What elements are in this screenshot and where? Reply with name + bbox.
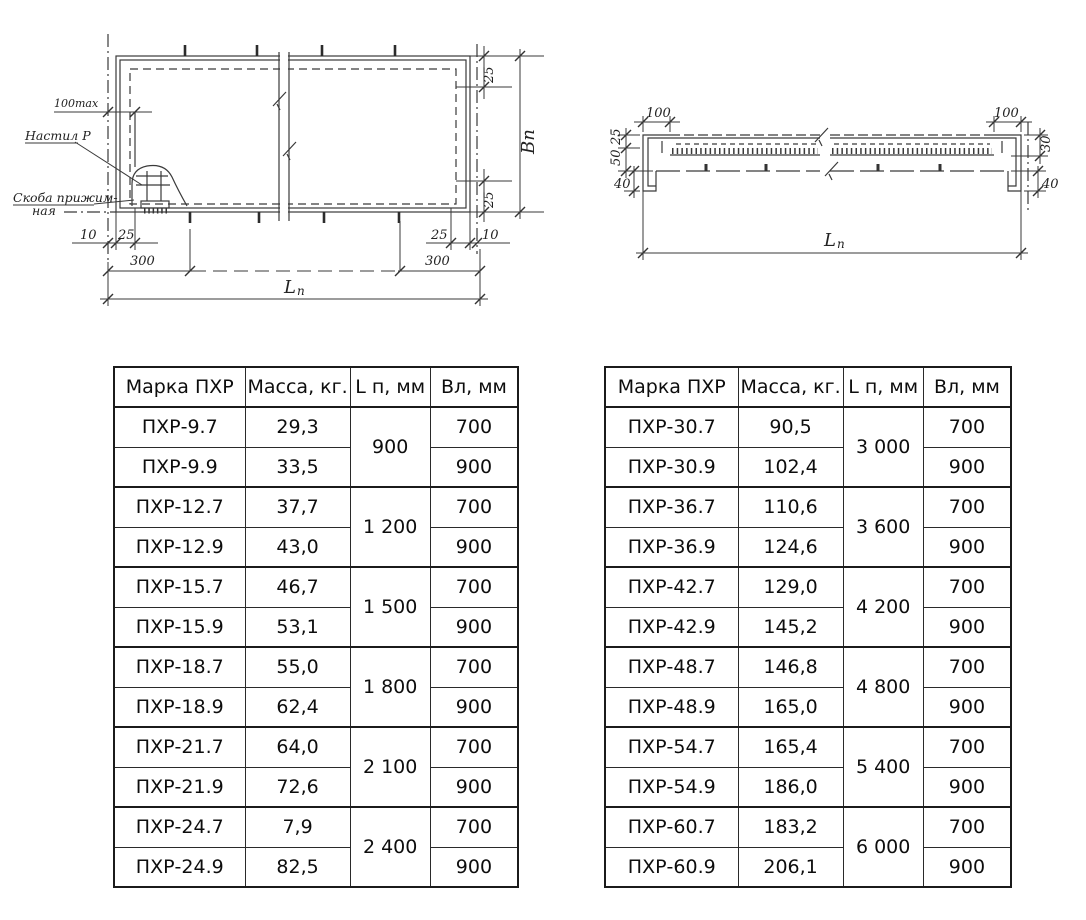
clamp-detail — [132, 112, 187, 211]
width-cell: 700 — [923, 647, 1011, 687]
mass-cell: 33,5 — [245, 447, 350, 487]
length-cell: 4 800 — [843, 647, 923, 727]
mark-cell: ПХР-30.7 — [605, 407, 738, 447]
mass-cell: 165,4 — [738, 727, 843, 767]
dim-bottom-small — [72, 208, 510, 250]
mark-cell: ПХР-12.9 — [114, 527, 245, 567]
width-cell: 900 — [430, 847, 518, 887]
mark-cell: ПХР-15.7 — [114, 567, 245, 607]
dim-label: 10 — [80, 228, 97, 243]
table-row — [605, 687, 1011, 727]
break-lines — [273, 49, 296, 221]
dim-label: 100max — [54, 97, 99, 110]
mark-cell: ПХР-48.9 — [605, 687, 738, 727]
table-row — [114, 487, 518, 527]
width-cell: 700 — [923, 807, 1011, 847]
col-header-mass: Масса, кг. — [245, 367, 350, 407]
width-cell: 700 — [923, 567, 1011, 607]
dim-left-side — [609, 106, 680, 198]
mark-cell: ПХР-9.7 — [114, 407, 245, 447]
width-cell: 900 — [923, 607, 1011, 647]
dim-label: 10 — [482, 228, 499, 243]
length-cell: 900 — [350, 407, 430, 487]
mark-cell: ПХР-42.7 — [605, 567, 738, 607]
mass-cell: 102,4 — [738, 447, 843, 487]
table-row — [605, 847, 1011, 887]
mark-cell: ПХР-60.9 — [605, 847, 738, 887]
edge-ticks — [185, 45, 399, 223]
table-row — [114, 767, 518, 807]
mass-cell: 124,6 — [738, 527, 843, 567]
table-row — [114, 807, 518, 847]
table-row — [114, 727, 518, 767]
deck-band — [670, 128, 994, 180]
dim-label: 50 — [609, 149, 624, 166]
dim-100max — [54, 97, 152, 117]
mark-cell: ПХР-18.7 — [114, 647, 245, 687]
width-cell: 700 — [430, 487, 518, 527]
dim-label: 40 — [614, 177, 631, 192]
col-header-mark: Марка ПХР — [114, 367, 245, 407]
width-cell: 900 — [923, 847, 1011, 887]
dim-label: 25 — [431, 228, 448, 243]
mark-cell: ПХР-60.7 — [605, 807, 738, 847]
plan-view-drawing — [12, 4, 567, 322]
mass-cell: 206,1 — [738, 847, 843, 887]
dim-label: L — [824, 230, 836, 251]
table-row — [114, 607, 518, 647]
mass-cell: 82,5 — [245, 847, 350, 887]
mass-cell: 64,0 — [245, 727, 350, 767]
table-row — [605, 767, 1011, 807]
dim-label: Вп — [518, 129, 539, 154]
section-view-drawing — [596, 74, 1086, 294]
mass-cell: 183,2 — [738, 807, 843, 847]
table-row — [605, 447, 1011, 487]
width-cell: 700 — [923, 407, 1011, 447]
mass-cell: 145,2 — [738, 607, 843, 647]
table-row — [605, 647, 1011, 687]
table-row — [114, 847, 518, 887]
mass-cell: 129,0 — [738, 567, 843, 607]
width-cell: 700 — [430, 727, 518, 767]
mark-cell: ПХР-54.9 — [605, 767, 738, 807]
width-cell: 900 — [923, 527, 1011, 567]
dim-label: 40 — [1042, 177, 1059, 192]
mass-cell: 72,6 — [245, 767, 350, 807]
dim-label: 25 — [482, 191, 497, 208]
mark-cell: ПХР-9.9 — [114, 447, 245, 487]
mark-cell: ПХР-24.7 — [114, 807, 245, 847]
table-row — [114, 407, 518, 447]
table-row — [605, 567, 1011, 607]
header-row — [114, 367, 518, 407]
dim-label: п — [297, 284, 305, 298]
col-header-width: Вл, мм — [923, 367, 1011, 407]
width-cell: 700 — [923, 727, 1011, 767]
width-cell: 900 — [430, 527, 518, 567]
width-cell: 700 — [430, 647, 518, 687]
dim-label: 100 — [646, 106, 671, 121]
mark-cell: ПХР-36.9 — [605, 527, 738, 567]
dim-label: 300 — [130, 254, 155, 269]
mass-cell: 62,4 — [245, 687, 350, 727]
length-cell: 1 200 — [350, 487, 430, 567]
lower-chord — [656, 164, 1008, 171]
col-header-mass: Масса, кг. — [738, 367, 843, 407]
mark-cell: ПХР-15.9 — [114, 607, 245, 647]
width-cell: 900 — [430, 687, 518, 727]
width-cell: 900 — [430, 447, 518, 487]
width-cell: 700 — [430, 407, 518, 447]
mark-cell: ПХР-18.9 — [114, 687, 245, 727]
skoba-label-line1: Скоба прижим- — [13, 190, 118, 205]
mass-cell: 46,7 — [245, 567, 350, 607]
width-cell: 700 — [430, 807, 518, 847]
mark-cell: ПХР-48.7 — [605, 647, 738, 687]
mark-cell: ПХР-12.7 — [114, 487, 245, 527]
table-row — [605, 607, 1011, 647]
table-row — [605, 727, 1011, 767]
table-row — [114, 647, 518, 687]
width-cell: 900 — [923, 447, 1011, 487]
dim-label: 25 — [482, 66, 497, 83]
width-cell: 900 — [430, 767, 518, 807]
table-row — [114, 567, 518, 607]
mass-cell: 43,0 — [245, 527, 350, 567]
length-cell: 2 400 — [350, 807, 430, 887]
width-cell: 700 — [430, 567, 518, 607]
nastil-label: Настил Р — [25, 128, 91, 143]
dim-label: 25 — [118, 228, 135, 243]
dim-label: 30 — [1039, 135, 1054, 152]
dim-right-side — [456, 46, 544, 222]
mass-cell: 7,9 — [245, 807, 350, 847]
mass-cell: 186,0 — [738, 767, 843, 807]
dim-label: п — [837, 237, 845, 251]
length-cell: 6 000 — [843, 807, 923, 887]
callouts — [13, 128, 142, 218]
mass-cell: 165,0 — [738, 687, 843, 727]
mark-cell: ПХР-21.7 — [114, 727, 245, 767]
mark-cell: ПХР-36.7 — [605, 487, 738, 527]
dim-label: 25 — [609, 128, 624, 145]
col-header-length: L п, мм — [350, 367, 430, 407]
width-cell: 900 — [923, 687, 1011, 727]
width-cell: 900 — [923, 767, 1011, 807]
header-row — [605, 367, 1011, 407]
table-row — [605, 527, 1011, 567]
length-cell: 3 000 — [843, 407, 923, 487]
table-row — [605, 487, 1011, 527]
dim-label: 300 — [425, 254, 450, 269]
end-pieces — [643, 122, 1028, 214]
spec-table-right — [604, 366, 1012, 888]
length-cell: 4 200 — [843, 567, 923, 647]
length-cell: 5 400 — [843, 727, 923, 807]
width-cell: 700 — [923, 487, 1011, 527]
col-header-width: Вл, мм — [430, 367, 518, 407]
table-row — [605, 407, 1011, 447]
table-row — [114, 527, 518, 567]
dim-right-side — [986, 106, 1059, 198]
dim-length — [636, 191, 1028, 260]
dim-label: L — [284, 277, 296, 298]
mass-cell: 29,3 — [245, 407, 350, 447]
col-header-mark: Марка ПХР — [605, 367, 738, 407]
table-row — [114, 687, 518, 727]
col-header-length: L п, мм — [843, 367, 923, 407]
mass-cell: 90,5 — [738, 407, 843, 447]
table-row — [114, 447, 518, 487]
mass-cell: 146,8 — [738, 647, 843, 687]
mark-cell: ПХР-42.9 — [605, 607, 738, 647]
table-row — [605, 807, 1011, 847]
mass-cell: 110,6 — [738, 487, 843, 527]
mark-cell: ПХР-30.9 — [605, 447, 738, 487]
mark-cell: ПХР-21.9 — [114, 767, 245, 807]
mass-cell: 55,0 — [245, 647, 350, 687]
mark-cell: ПХР-24.9 — [114, 847, 245, 887]
mark-cell: ПХР-54.7 — [605, 727, 738, 767]
skoba-label-line2: ная — [32, 203, 56, 218]
mass-cell: 53,1 — [245, 607, 350, 647]
panel-outline — [116, 56, 470, 212]
length-cell: 1 800 — [350, 647, 430, 727]
length-cell: 1 500 — [350, 567, 430, 647]
length-cell: 2 100 — [350, 727, 430, 807]
dim-300 — [103, 221, 485, 276]
length-cell: 3 600 — [843, 487, 923, 567]
width-cell: 900 — [430, 607, 518, 647]
spec-table-left — [113, 366, 519, 888]
mass-cell: 37,7 — [245, 487, 350, 527]
dim-label: 100 — [994, 106, 1019, 121]
